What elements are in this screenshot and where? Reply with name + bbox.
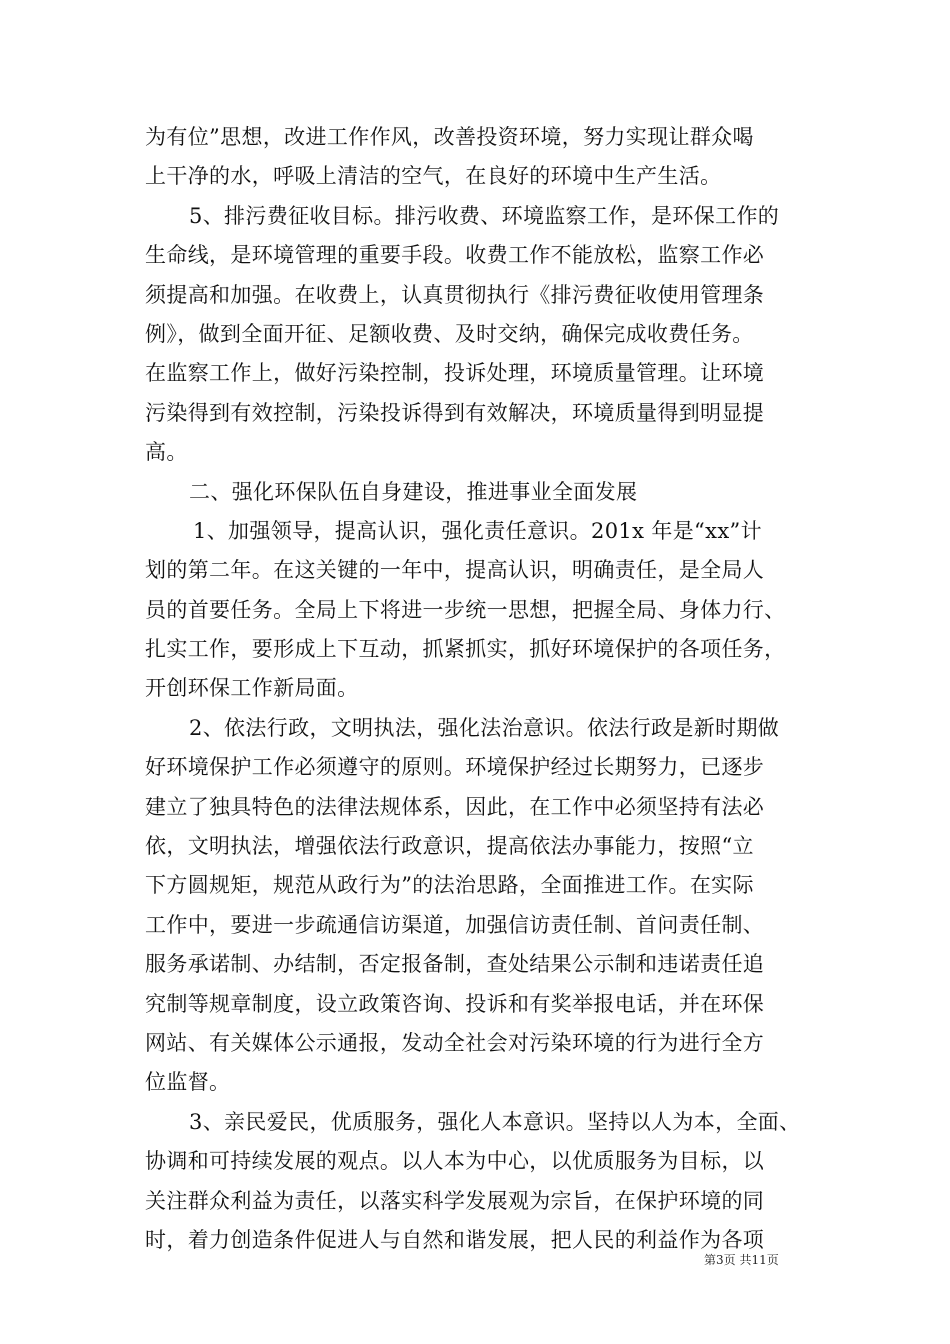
total-page-count: 11 [751,1253,767,1267]
text-line: 扎实工作，要形成上下互动，抓紧抓实，抓好环境保护的各项任务， [145,637,786,662]
footer-middle: 页 共 [723,1253,752,1267]
text-line: 上干净的水，呼吸上清洁的空气，在良好的环境中生产生活。 [145,164,722,189]
text-line: 好环境保护工作必须遵守的原则。环境保护经过长期努力，已逐步 [145,755,765,780]
text-line: 下方圆规矩，规范从政行为”的法治思路，全面推进工作。在实际 [145,873,754,898]
text-line: 依，文明执法，增强依法行政意识，提高依法办事能力，按照“立 [145,834,754,859]
text-line: 高。 [145,440,188,465]
footer-prefix: 第 [704,1253,717,1267]
text-line: 协调和可持续发展的观点。以人本为中心，以优质服务为目标，以 [145,1149,765,1174]
text-line: 服务承诺制、办结制，否定报备制，查处结果公示制和违诺责任追 [145,952,765,977]
text-line: 关注群众利益为责任，以落实科学发展观为宗旨，在保护环境的同 [145,1188,765,1213]
text-line: 划的第二年。在这关键的一年中，提高认识，明确责任，是全局人 [145,558,765,583]
paragraph-start-line: 2、依法行政，文明执法，强化法治意识。依法行政是新时期做 [189,715,780,740]
text-line: 在监察工作上，做好污染控制，投诉处理，环境质量管理。让环境 [145,361,765,386]
text-line: 为有位”思想，改进工作作风，改善投资环境，努力实现让群众喝 [145,125,754,149]
text-line: 位监督。 [145,1070,231,1095]
text-line: 网站、有关媒体公示通报，发动全社会对污染环境的行为进行全方 [145,1030,765,1055]
text-line: 须提高和加强。在收费上，认真贯彻执行《排污费征收使用管理条 [145,282,765,307]
document-body [145,118,805,1260]
paragraph-start-line: 1、加强领导，提高认识，强化责任意识。201x 年是“xx”计 [193,518,762,543]
page-number-footer [704,1252,814,1268]
current-page-number: 3 [716,1253,724,1267]
text-line: 究制等规章制度，设立政策咨询、投诉和有奖举报电话，并在环保 [145,991,765,1016]
text-line: 污染得到有效控制，污染投诉得到有效解决，环境质量得到明显提 [145,400,765,425]
section-heading: 二、强化环保队伍自身建设，推进事业全面发展 [189,479,638,504]
paragraph-start-line: 5、排污费征收目标。排污收费、环境监察工作，是环保工作的 [189,203,780,228]
text-line: 员的首要任务。全局上下将进一步统一思想，把握全局、身体力行、 [145,597,786,622]
text-line: 建立了独具特色的法律法规体系，因此，在工作中必须坚持有法必 [145,794,765,819]
footer-suffix: 页 [766,1253,779,1267]
paragraph-start-line: 3、亲民爱民，优质服务，强化人本意识。坚持以人为本，全面、 [189,1109,801,1134]
text-line: 例》，做到全面开征、足额收费、及时交纳，确保完成收费任务。 [145,321,754,346]
text-line: 工作中，要进一步疏通信访渠道，加强信访责任制、首问责任制、 [145,912,765,937]
text-line: 时，着力创造条件促进人与自然和谐发展，把人民的利益作为各项 [145,1227,765,1252]
text-line: 开创环保工作新局面。 [145,676,359,701]
text-line: 生命线，是环境管理的重要手段。收费工作不能放松，监察工作必 [145,243,765,268]
